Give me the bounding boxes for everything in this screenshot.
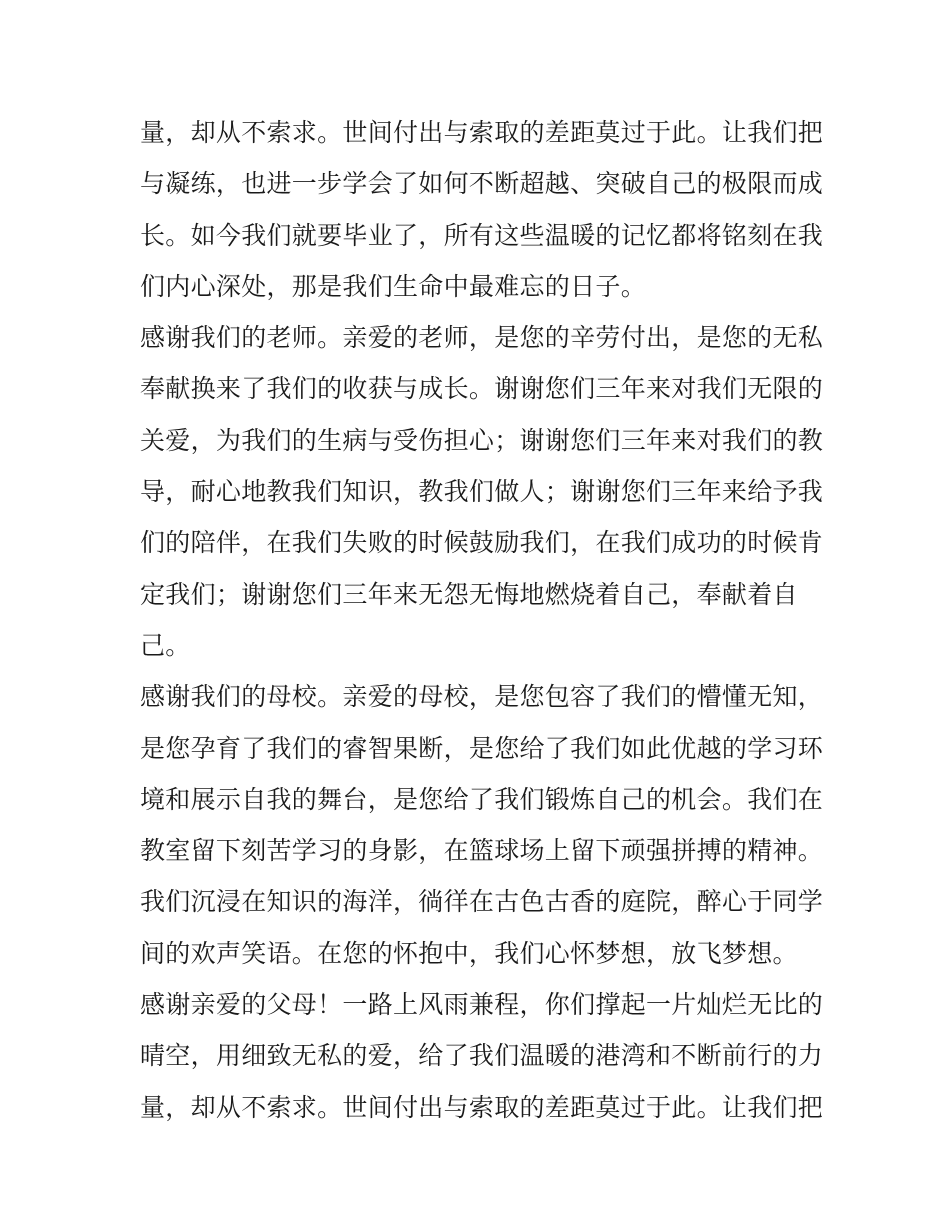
text-line: 与凝练，也进一步学会了如何不断超越、突破自己的极限而成: [140, 169, 824, 199]
text-line: 长。如今我们就要毕业了，所有这些温暖的记忆都将铭刻在我: [140, 220, 824, 250]
text-line: 是您孕育了我们的睿智果断，是您给了我们如此优越的学习环: [140, 733, 824, 763]
text-line: 量，却从不索求。世间付出与索取的差距莫过于此。让我们把: [140, 1092, 824, 1122]
text-line: 间的欢声笑语。在您的怀抱中，我们心怀梦想，放飞梦想。: [140, 938, 798, 968]
text-line: 量，却从不索求。世间付出与索取的差距莫过于此。让我们把: [140, 118, 824, 147]
text-line: 感谢我们的母校。亲爱的母校，是您包容了我们的懵懂无知，: [140, 682, 824, 712]
text-line: 感谢亲爱的父母！一路上风雨兼程，你们撑起一片灿烂无比的: [140, 990, 824, 1020]
text-line: 定我们；谢谢您们三年来无怨无悔地燃烧着自己，奉献着自: [140, 579, 798, 609]
text-line: 们的陪伴，在我们失败的时候鼓励我们，在我们成功的时候肯: [140, 528, 824, 558]
text-line: 们内心深处，那是我们生命中最难忘的日子。: [140, 271, 647, 301]
text-line: 奉献换来了我们的收获与成长。谢谢您们三年来对我们无限的: [140, 374, 824, 404]
text-line: 教室留下刻苦学习的身影，在篮球场上留下顽强拼搏的精神。: [140, 836, 824, 866]
text-line: 境和展示自我的舞台，是您给了我们锻炼自己的机会。我们在: [140, 784, 824, 814]
text-line: 导，耐心地教我们知识，教我们做人；谢谢您们三年来给予我: [140, 477, 824, 507]
text-line: 晴空，用细致无私的爱，给了我们温暖的港湾和不断前行的力: [140, 1041, 824, 1071]
text-line: 感谢我们的老师。亲爱的老师，是您的辛劳付出，是您的无私: [140, 323, 824, 353]
text-line: 我们沉浸在知识的海洋，徜徉在古色古香的庭院，醉心于同学: [140, 887, 824, 917]
text-line: 己。: [140, 630, 191, 660]
body-text: [140, 107, 824, 1133]
text-line: 关爱，为我们的生病与受伤担心；谢谢您们三年来对我们的教: [140, 425, 824, 455]
